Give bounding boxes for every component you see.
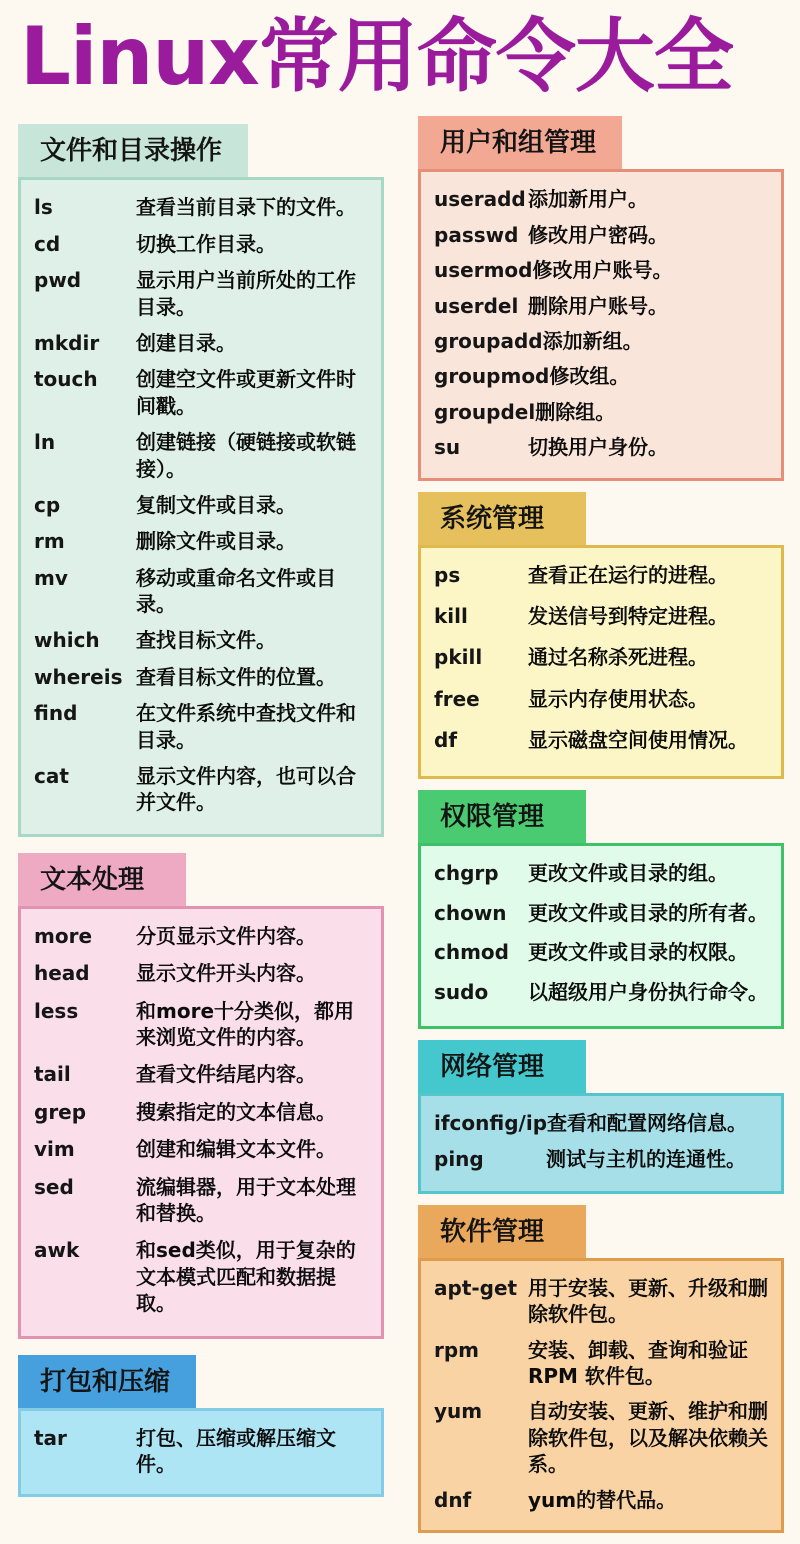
command-row (434, 363, 771, 389)
command-description: 更改文件或目录的权限。 (528, 940, 748, 965)
command-description: 以超级用户身份执行命令。 (528, 979, 768, 1004)
command-row (434, 1110, 771, 1136)
section-system (418, 492, 784, 780)
command-name: ifconfig/ip (434, 1111, 548, 1136)
command-row (434, 644, 771, 670)
command-description: 移动或重命名文件或目录。 (136, 565, 336, 617)
section-title: 权限管理 (440, 802, 545, 832)
command-description: 查看当前目录下的文件。 (136, 195, 356, 220)
command-row (34, 923, 371, 949)
content-columns (18, 124, 782, 1544)
section-header-permission (418, 790, 586, 843)
command-description: 更改文件或目录的所有者。 (528, 900, 768, 925)
section-title: 文件和目录操作 (40, 136, 223, 166)
command-description: 自动安装、更新、维护和删除软件包，以及解决依赖关系。 (528, 1399, 768, 1477)
command-name: cd (34, 231, 61, 256)
command-description: 打包、压缩或解压缩文件。 (136, 1425, 336, 1476)
section-body-file-dir (18, 177, 384, 836)
command-name: cat (34, 764, 69, 789)
command-description: 查看和配置网络信息。 (547, 1111, 748, 1136)
command-row (434, 1398, 771, 1477)
section-title: 软件管理 (440, 1216, 545, 1246)
command-row (434, 979, 771, 1005)
command-description: 在文件系统中查找文件和目录。 (136, 701, 356, 752)
command-description: 流编辑器，用于文本处理和替换。 (136, 1174, 356, 1225)
command-name: grep (34, 1099, 87, 1124)
command-row (34, 960, 371, 986)
command-description: yum的替代品。 (528, 1487, 677, 1512)
command-name: cp (34, 492, 61, 517)
section-body-software (418, 1258, 784, 1533)
command-row (34, 231, 371, 257)
command-name: userdel (434, 293, 519, 318)
section-permission (418, 790, 784, 1029)
section-body-system (418, 545, 784, 780)
command-description: 添加新组。 (542, 328, 643, 353)
command-row (434, 727, 771, 753)
command-row (434, 860, 771, 886)
command-row (34, 763, 371, 816)
command-name: chgrp (434, 861, 499, 886)
command-row (34, 366, 371, 419)
command-row (434, 399, 771, 425)
command-name: sed (34, 1174, 74, 1199)
command-row (434, 434, 771, 460)
section-body-text-proc (18, 906, 384, 1339)
command-row (34, 1136, 371, 1162)
command-name: head (34, 961, 90, 986)
command-row (34, 267, 371, 320)
command-name: ping (434, 1147, 484, 1172)
command-name: touch (34, 367, 98, 392)
command-name: find (34, 701, 78, 726)
command-row (34, 1425, 371, 1478)
command-description: 测试与主机的连通性。 (546, 1147, 746, 1172)
command-name: chown (434, 900, 507, 925)
section-body-archive (18, 1408, 384, 1498)
command-name: pwd (34, 268, 82, 293)
command-name: which (34, 628, 100, 653)
right-column (418, 116, 784, 1544)
command-name: less (34, 998, 79, 1023)
section-file-dir (18, 124, 384, 836)
section-body-network (418, 1093, 784, 1194)
command-name: df (434, 728, 458, 753)
poster-page (0, 6, 800, 1544)
command-row (434, 1337, 771, 1390)
command-description: 显示磁盘空间使用情况。 (528, 728, 748, 753)
command-name: kill (434, 603, 468, 628)
command-row (34, 194, 371, 220)
command-name: dnf (434, 1487, 472, 1512)
left-column (18, 124, 384, 1513)
command-row (434, 222, 771, 248)
command-description: 删除文件或目录。 (136, 529, 296, 554)
command-description: 修改用户账号。 (532, 258, 673, 283)
command-name: vim (34, 1137, 75, 1162)
command-description: 安装、卸载、查询和验证 RPM 软件包。 (528, 1337, 748, 1388)
command-row (34, 528, 371, 554)
page-title: Linux常用命令大全 (20, 10, 733, 103)
command-row (434, 257, 771, 283)
command-description: 用于安装、更新、升级和删除软件包。 (528, 1275, 768, 1327)
command-row (34, 1061, 371, 1087)
section-header-text-proc (18, 853, 186, 906)
section-title: 网络管理 (440, 1052, 545, 1082)
section-header-software (418, 1205, 586, 1258)
command-row (434, 1275, 771, 1328)
command-description: 和sed类似，用于复杂的文本模式匹配和数据提取。 (136, 1238, 356, 1316)
command-description: 创建链接（硬链接或软链接）。 (136, 430, 356, 481)
command-description: 显示文件内容，也可以合并文件。 (136, 764, 356, 815)
command-description: 查找目标文件。 (136, 628, 276, 653)
command-description: 切换用户身份。 (528, 435, 668, 460)
command-row (434, 293, 771, 319)
command-row (34, 1237, 371, 1316)
command-name: mkdir (34, 330, 100, 355)
command-description: 切换工作目录。 (136, 231, 276, 256)
command-row (34, 1174, 371, 1227)
section-header-network (418, 1040, 586, 1093)
section-header-system (418, 492, 586, 545)
command-name: passwd (434, 222, 519, 247)
section-title: 系统管理 (440, 503, 545, 533)
section-title: 文本处理 (40, 864, 145, 894)
command-name: groupdel (434, 399, 536, 424)
command-description: 查看正在运行的进程。 (528, 562, 728, 587)
command-row (434, 900, 771, 926)
command-name: pkill (434, 645, 483, 670)
command-row (434, 562, 771, 588)
section-text-proc (18, 853, 384, 1339)
command-row (434, 1146, 771, 1172)
command-name: free (434, 686, 480, 711)
command-description: 修改用户密码。 (528, 222, 668, 247)
command-row (34, 627, 371, 653)
command-name: more (34, 923, 93, 948)
command-name: tar (34, 1425, 67, 1450)
command-description: 查看目标文件的位置。 (136, 664, 336, 689)
command-description: 创建目录。 (136, 330, 236, 355)
command-description: 显示用户当前所处的工作目录。 (136, 268, 356, 319)
command-description: 搜索指定的文本信息。 (136, 1099, 336, 1124)
command-row (434, 1487, 771, 1513)
command-row (34, 492, 371, 518)
command-name: awk (34, 1238, 80, 1263)
command-name: su (434, 435, 461, 460)
command-name: ls (34, 195, 53, 220)
command-description: 复制文件或目录。 (136, 492, 296, 517)
command-row (34, 330, 371, 356)
command-description: 发送信号到特定进程。 (528, 603, 728, 628)
command-row (34, 1099, 371, 1125)
command-name: rm (34, 529, 65, 554)
command-row (434, 328, 771, 354)
section-software (418, 1205, 784, 1533)
command-description: 和more十分类似，都用来浏览文件的内容。 (136, 998, 355, 1049)
command-name: apt-get (434, 1275, 518, 1300)
command-description: 修改组。 (549, 364, 630, 389)
command-row (434, 186, 771, 212)
command-name: tail (34, 1062, 71, 1087)
section-archive (18, 1355, 384, 1498)
command-name: ps (434, 562, 461, 587)
command-name: sudo (434, 979, 489, 1004)
section-header-user-group (418, 116, 622, 169)
command-name: chmod (434, 940, 509, 965)
section-title: 用户和组管理 (440, 128, 597, 158)
section-header-archive (18, 1355, 196, 1408)
command-name: groupmod (434, 364, 550, 389)
command-row (434, 603, 771, 629)
command-row (34, 429, 371, 482)
section-user-group (418, 116, 784, 480)
command-description: 分页显示文件内容。 (136, 923, 316, 948)
command-description: 删除组。 (535, 399, 616, 424)
command-name: yum (434, 1399, 483, 1424)
command-name: groupadd (434, 328, 543, 353)
command-description: 通过名称杀死进程。 (528, 645, 708, 670)
command-description: 更改文件或目录的组。 (528, 861, 728, 886)
section-body-permission (418, 843, 784, 1029)
command-name: usermod (434, 258, 533, 283)
command-row (434, 939, 771, 965)
command-description: 显示内存使用状态。 (528, 686, 708, 711)
section-body-user-group (418, 169, 784, 480)
section-network (418, 1040, 784, 1194)
command-row (434, 686, 771, 712)
command-row (34, 998, 371, 1051)
command-description: 查看文件结尾内容。 (136, 1062, 316, 1087)
command-name: whereis (34, 664, 123, 689)
command-name: rpm (434, 1337, 480, 1362)
command-row (34, 664, 371, 690)
command-description: 显示文件开头内容。 (136, 961, 316, 986)
command-row (34, 700, 371, 753)
command-name: useradd (434, 187, 526, 212)
command-description: 添加新用户。 (528, 187, 648, 212)
command-description: 创建空文件或更新文件时间戳。 (136, 367, 356, 418)
command-name: mv (34, 565, 68, 590)
command-name: ln (34, 430, 56, 455)
command-description: 删除用户账号。 (528, 293, 668, 318)
command-row (34, 565, 371, 618)
section-title: 打包和压缩 (40, 1366, 171, 1396)
section-header-file-dir (18, 124, 248, 177)
command-description: 创建和编辑文本文件。 (136, 1137, 336, 1162)
